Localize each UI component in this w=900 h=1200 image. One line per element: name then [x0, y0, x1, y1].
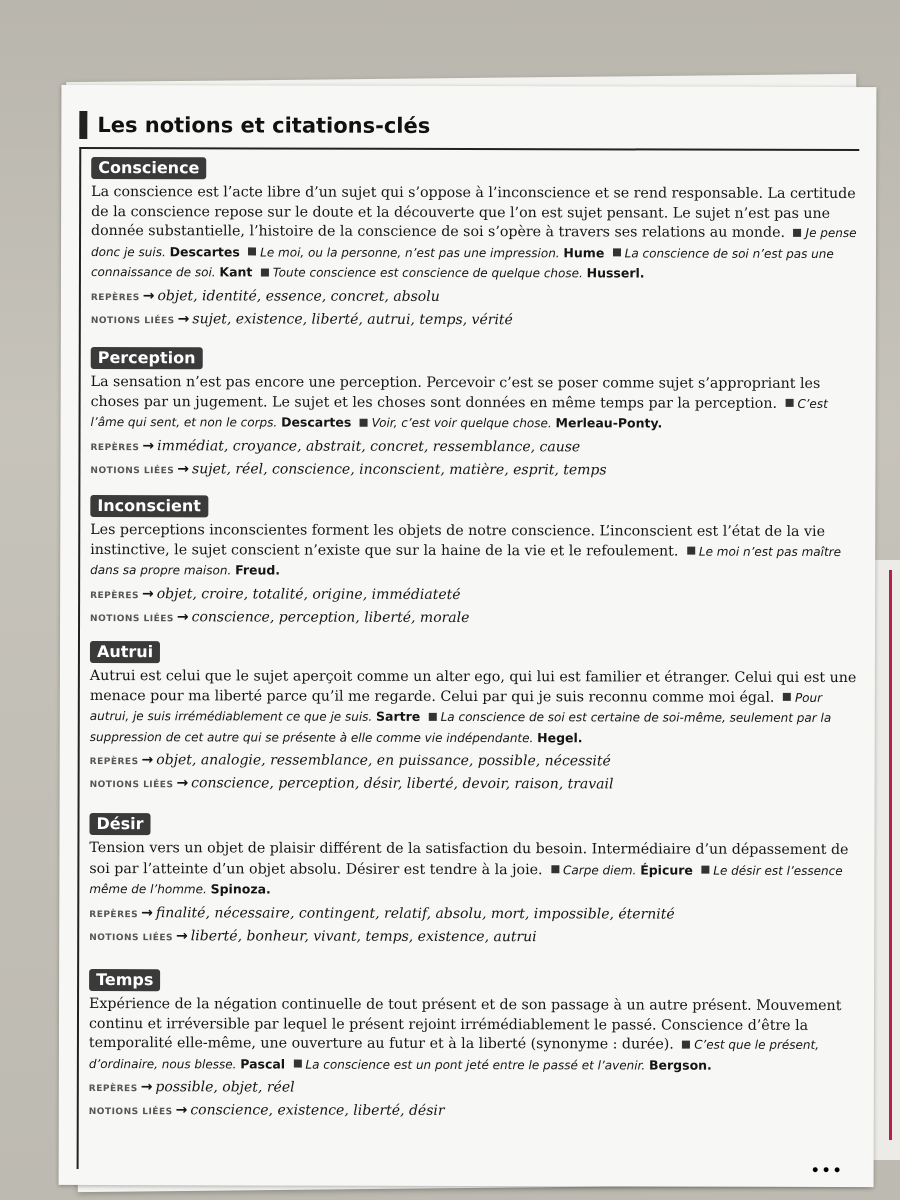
quote-text: Carpe diem.	[563, 862, 641, 877]
notions-words: sujet, existence, liberté, autrui, temps, vérité	[192, 310, 513, 328]
section-label: Conscience	[91, 157, 206, 179]
arrow-right-icon: →	[176, 775, 189, 792]
section-text: Tension vers un objet de plaisir différent de la satisfaction du besoin. Intermédiaire d’un dépassement de soi par l’atteinte d’un objet absolu. Désirer est tendre à la joie.	[89, 840, 849, 878]
quote-author: Freud.	[235, 562, 281, 578]
quote-text: La conscience de soi n’est pas une connaissance de soi.	[90, 245, 834, 280]
reperes-label: REPÈRES	[89, 909, 139, 920]
notions-line	[90, 773, 860, 798]
quote-bullet-icon	[701, 866, 709, 874]
quote-bullet-icon	[551, 865, 559, 873]
notions-words: liberté, bonheur, vivant, temps, existence, autrui	[190, 927, 537, 945]
reperes-label: REPÈRES	[90, 442, 140, 453]
heading-bar	[79, 111, 87, 139]
notions-line	[90, 607, 860, 632]
arrow-right-icon: →	[142, 287, 155, 304]
section-paragraph	[91, 183, 861, 285]
notions-label: NOTIONS LIÉES	[90, 465, 175, 476]
reperes-line	[90, 584, 860, 609]
arrow-right-icon: →	[141, 904, 153, 921]
section-desir	[89, 813, 859, 951]
notions-label: NOTIONS LIÉES	[90, 315, 175, 326]
section-label: Autrui	[90, 641, 160, 663]
section-text: La conscience est l’acte libre d’un sujet qui s’oppose à l’inconscience et se rend responsable. La certitude de la conscience repose sur le doute et la découverte que l’on est sujet pensant. Le sujet n’est pas une donnée substantielle, l’histoire de la conscience de soi s’opère à travers ses relations au monde.	[91, 184, 856, 241]
quote-bullet-icon	[613, 248, 621, 256]
quote-text: Le désir est l’essence même de l’homme.	[89, 863, 843, 897]
section-text: La sensation n’est pas encore une perception. Percevoir c’est se poser comme sujet s’appropriant les choses par un jugement. Le sujet et les choses sont données en même temps par la perception.	[90, 374, 821, 412]
arrow-right-icon: →	[177, 310, 190, 327]
section-inconscient	[90, 495, 860, 632]
reperes-words: objet, analogie, ressemblance, en puissance, possible, nécessité	[156, 752, 611, 770]
page-heading	[79, 111, 430, 140]
quote-author: Descartes	[281, 414, 356, 430]
section-paragraph	[91, 373, 861, 435]
reperes-words: finalité, nécessaire, contingent, relatif, absolu, mort, impossible, éternité	[155, 904, 675, 923]
quote-bullet-icon	[783, 693, 791, 701]
section-paragraph	[90, 667, 860, 749]
quote-text: C’est l’âme qui sent, et non le corps.	[90, 396, 828, 430]
quote-bullet-icon	[293, 1060, 301, 1068]
background-page-edge	[889, 570, 892, 1140]
section-text: Les perceptions inconscientes forment les objets de notre conscience. L’inconscient est l’état de la vie instinctive, le sujet conscient n’existe que sur la haine de la vie et le refoulement.	[90, 522, 826, 560]
quote-author: Husserl.	[586, 265, 645, 281]
quote-bullet-icon	[261, 268, 269, 276]
quote-text: C’est que le présent, d’ordinaire, nous blesse.	[88, 1037, 820, 1071]
quote-author: Hegel.	[537, 729, 583, 745]
notions-words: conscience, existence, liberté, désir	[190, 1102, 445, 1119]
arrow-right-icon: →	[175, 1102, 188, 1119]
arrow-right-icon: →	[142, 437, 155, 454]
quote-author: Bergson.	[648, 1056, 712, 1073]
section-label: Inconscient	[90, 495, 208, 517]
notions-line	[90, 459, 860, 484]
notions-label: NOTIONS LIÉES	[90, 613, 174, 624]
section-paragraph	[89, 839, 859, 902]
arrow-right-icon: →	[141, 752, 154, 769]
reperes-line	[90, 750, 860, 775]
section-autrui	[90, 641, 860, 798]
reperes-line	[91, 286, 861, 311]
arrow-right-icon: →	[176, 927, 188, 944]
quote-text: La conscience de soi est certaine de soi-même, seulement par la suppression de cet autre qui se présente à elle comme vie indépendante.	[89, 709, 832, 745]
quote-text: Le moi, ou la personne, n’est pas une impression.	[260, 244, 564, 260]
quote-author: Descartes	[169, 243, 245, 259]
quote-bullet-icon	[682, 1040, 690, 1048]
section-conscience	[91, 157, 861, 334]
quote-bullet-icon	[248, 247, 256, 255]
notions-label: NOTIONS LIÉES	[88, 1107, 173, 1118]
quote-author: Spinoza.	[210, 881, 271, 897]
reperes-line	[89, 903, 859, 928]
reperes-label: REPÈRES	[90, 292, 140, 303]
quote-text: Je pense donc je suis.	[90, 225, 857, 259]
section-label: Temps	[89, 969, 160, 991]
arrow-right-icon: →	[141, 585, 154, 602]
reperes-label: REPÈRES	[90, 590, 140, 601]
reperes-label: REPÈRES	[88, 1084, 138, 1095]
quote-bullet-icon	[794, 228, 802, 236]
section-paragraph	[90, 521, 860, 583]
reperes-words: objet, croire, totalité, origine, immédiateté	[156, 585, 461, 603]
notions-line	[89, 1100, 859, 1125]
reperes-line	[89, 1077, 859, 1102]
quote-text: Le moi n’est pas maître dans sa propre maison.	[90, 544, 842, 578]
quote-author: Pascal	[240, 1055, 290, 1072]
section-perception	[90, 347, 860, 484]
quote-author: Sartre	[376, 708, 425, 724]
quote-text: Pour autrui, je suis irrémédiablement ce que je suis.	[89, 690, 823, 724]
reperes-line	[90, 436, 860, 461]
page-title: Les notions et citations-clés	[97, 113, 431, 138]
section-text: Expérience de la négation continuelle de tout présent et de son passage à un autre présent. Mouvement continu et irréversible par lequel le présent rejoint irrémédiablement le passé. Conscience d’être la temporalité elle-même, une ouverture au futur et à la liberté (synonyme : durée).	[88, 996, 842, 1053]
quote-text: Toute conscience est conscience de quelque chose.	[272, 265, 587, 281]
notions-words: conscience, perception, désir, liberté, devoir, raison, travail	[191, 775, 614, 793]
section-temps	[89, 969, 859, 1125]
quote-author: Épicure	[640, 861, 698, 878]
reperes-words: objet, identité, essence, concret, absolu	[157, 287, 440, 305]
section-paragraph	[89, 995, 859, 1076]
reperes-label: REPÈRES	[89, 757, 139, 768]
reperes-words: immédiat, croyance, abstrait, concret, ressemblance, cause	[157, 437, 581, 455]
arrow-right-icon: →	[140, 1079, 153, 1096]
document-page	[59, 85, 877, 1187]
quote-author: Hume	[563, 244, 609, 260]
notions-label: NOTIONS LIÉES	[89, 932, 174, 943]
quote-text: La conscience est un pont jeté entre le passé et l’avenir.	[305, 1057, 650, 1072]
notions-label: NOTIONS LIÉES	[89, 780, 174, 791]
quote-bullet-icon	[786, 399, 794, 407]
notions-line	[89, 926, 859, 951]
quote-bullet-icon	[687, 547, 695, 555]
notions-line	[91, 309, 861, 334]
quote-bullet-icon	[360, 418, 368, 426]
quote-author: Kant	[219, 264, 257, 280]
section-text: Autrui est celui que le sujet aperçoit comme un alter ego, qui lui est familier et étranger. Celui qui est une menace pour ma liberté parce qu’il me regarde. Celui par qui je suis reconnu comme moi égal.	[89, 668, 857, 706]
section-label: Désir	[89, 813, 150, 835]
reperes-words: possible, objet, réel	[155, 1079, 295, 1096]
page-footer-dots: •••	[810, 1162, 844, 1179]
section-label: Perception	[91, 347, 203, 369]
quote-bullet-icon	[429, 712, 437, 720]
quote-text: Voir, c’est voir quelque chose.	[371, 415, 556, 431]
arrow-right-icon: →	[176, 608, 189, 625]
notions-words: conscience, perception, liberté, morale	[191, 608, 470, 626]
quote-author: Merleau-Ponty.	[555, 415, 663, 431]
arrow-right-icon: →	[177, 460, 190, 477]
notions-words: sujet, réel, conscience, inconscient, matière, esprit, temps	[191, 460, 607, 478]
